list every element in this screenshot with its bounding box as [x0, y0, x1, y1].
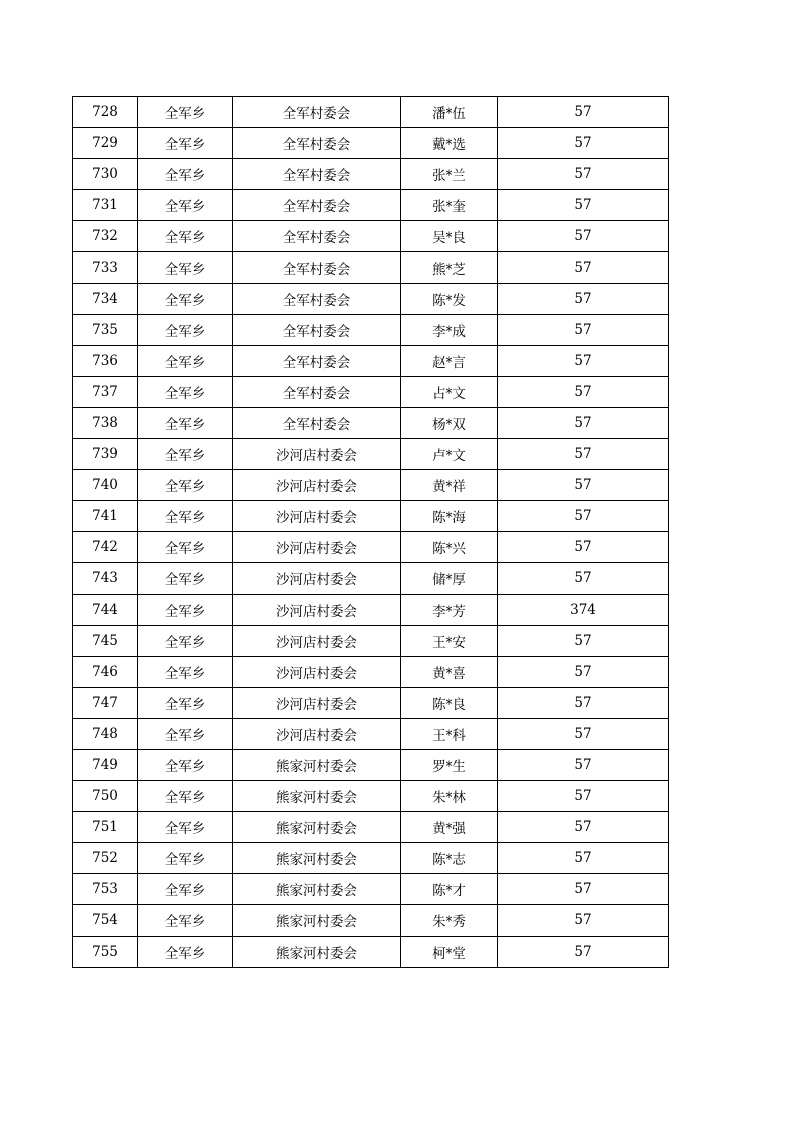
table-row — [73, 905, 669, 936]
row-number-cell: 735 — [73, 314, 138, 345]
township-cell: 全军乡 — [138, 501, 233, 532]
township-cell: 全军乡 — [138, 563, 233, 594]
table-row — [73, 439, 669, 470]
table-row — [73, 874, 669, 905]
village-committee-cell: 全军村委会 — [233, 221, 401, 252]
row-number-cell: 741 — [73, 501, 138, 532]
amount-cell: 57 — [498, 936, 669, 967]
village-committee-cell: 全军村委会 — [233, 128, 401, 159]
village-committee-cell: 沙河店村委会 — [233, 687, 401, 718]
amount-cell: 57 — [498, 159, 669, 190]
person-name-cell: 朱*秀 — [401, 905, 498, 936]
township-cell: 全军乡 — [138, 936, 233, 967]
person-name-cell: 陈*良 — [401, 687, 498, 718]
row-number-cell: 749 — [73, 749, 138, 780]
township-cell: 全军乡 — [138, 128, 233, 159]
amount-cell: 57 — [498, 97, 669, 128]
village-committee-cell: 全军村委会 — [233, 97, 401, 128]
row-number-cell: 751 — [73, 812, 138, 843]
township-cell: 全军乡 — [138, 532, 233, 563]
township-cell: 全军乡 — [138, 718, 233, 749]
person-name-cell: 陈*志 — [401, 843, 498, 874]
person-name-cell: 王*科 — [401, 718, 498, 749]
row-number-cell: 753 — [73, 874, 138, 905]
amount-cell: 57 — [498, 749, 669, 780]
person-name-cell: 卢*文 — [401, 439, 498, 470]
township-cell: 全军乡 — [138, 749, 233, 780]
amount-cell: 57 — [498, 470, 669, 501]
person-name-cell: 罗*生 — [401, 749, 498, 780]
amount-cell: 57 — [498, 314, 669, 345]
amount-cell: 57 — [498, 905, 669, 936]
village-committee-cell: 熊家河村委会 — [233, 781, 401, 812]
table-row — [73, 345, 669, 376]
table-row — [73, 252, 669, 283]
row-number-cell: 747 — [73, 687, 138, 718]
row-number-cell: 750 — [73, 781, 138, 812]
township-cell: 全军乡 — [138, 905, 233, 936]
township-cell: 全军乡 — [138, 345, 233, 376]
township-cell: 全军乡 — [138, 252, 233, 283]
person-name-cell: 陈*海 — [401, 501, 498, 532]
table-row — [73, 843, 669, 874]
amount-cell: 57 — [498, 190, 669, 221]
roster-body — [73, 97, 669, 968]
amount-cell: 57 — [498, 718, 669, 749]
row-number-cell: 739 — [73, 439, 138, 470]
person-name-cell: 潘*伍 — [401, 97, 498, 128]
table-row — [73, 718, 669, 749]
row-number-cell: 755 — [73, 936, 138, 967]
village-committee-cell: 全军村委会 — [233, 407, 401, 438]
village-committee-cell: 沙河店村委会 — [233, 594, 401, 625]
amount-cell: 57 — [498, 563, 669, 594]
person-name-cell: 黄*祥 — [401, 470, 498, 501]
village-committee-cell: 熊家河村委会 — [233, 874, 401, 905]
table-row — [73, 749, 669, 780]
row-number-cell: 742 — [73, 532, 138, 563]
amount-cell: 57 — [498, 532, 669, 563]
row-number-cell: 731 — [73, 190, 138, 221]
village-committee-cell: 沙河店村委会 — [233, 656, 401, 687]
person-name-cell: 黄*强 — [401, 812, 498, 843]
village-committee-cell: 全军村委会 — [233, 190, 401, 221]
table-row — [73, 97, 669, 128]
township-cell: 全军乡 — [138, 159, 233, 190]
row-number-cell: 748 — [73, 718, 138, 749]
township-cell: 全军乡 — [138, 190, 233, 221]
person-name-cell: 陈*发 — [401, 283, 498, 314]
table-row — [73, 812, 669, 843]
person-name-cell: 柯*堂 — [401, 936, 498, 967]
amount-cell: 57 — [498, 687, 669, 718]
township-cell: 全军乡 — [138, 687, 233, 718]
village-committee-cell: 熊家河村委会 — [233, 936, 401, 967]
table-row — [73, 936, 669, 967]
amount-cell: 57 — [498, 221, 669, 252]
person-name-cell: 杨*双 — [401, 407, 498, 438]
amount-cell: 57 — [498, 252, 669, 283]
township-cell: 全军乡 — [138, 97, 233, 128]
village-committee-cell: 沙河店村委会 — [233, 625, 401, 656]
township-cell: 全军乡 — [138, 221, 233, 252]
village-committee-cell: 熊家河村委会 — [233, 905, 401, 936]
village-committee-cell: 熊家河村委会 — [233, 843, 401, 874]
table-row — [73, 470, 669, 501]
table-row — [73, 563, 669, 594]
row-number-cell: 737 — [73, 376, 138, 407]
person-name-cell: 储*厚 — [401, 563, 498, 594]
table-row — [73, 190, 669, 221]
village-committee-cell: 全军村委会 — [233, 345, 401, 376]
amount-cell: 57 — [498, 625, 669, 656]
table-row — [73, 656, 669, 687]
township-cell: 全军乡 — [138, 781, 233, 812]
amount-cell: 57 — [498, 128, 669, 159]
village-committee-cell: 沙河店村委会 — [233, 439, 401, 470]
table-row — [73, 314, 669, 345]
table-row — [73, 781, 669, 812]
village-committee-cell: 沙河店村委会 — [233, 532, 401, 563]
township-cell: 全军乡 — [138, 470, 233, 501]
row-number-cell: 736 — [73, 345, 138, 376]
village-committee-cell: 熊家河村委会 — [233, 812, 401, 843]
amount-cell: 57 — [498, 874, 669, 905]
amount-cell: 57 — [498, 501, 669, 532]
village-committee-cell: 全军村委会 — [233, 252, 401, 283]
row-number-cell: 752 — [73, 843, 138, 874]
village-committee-cell: 沙河店村委会 — [233, 501, 401, 532]
row-number-cell: 740 — [73, 470, 138, 501]
village-committee-cell: 沙河店村委会 — [233, 470, 401, 501]
person-name-cell: 李*芳 — [401, 594, 498, 625]
township-cell: 全军乡 — [138, 283, 233, 314]
amount-cell: 57 — [498, 407, 669, 438]
row-number-cell: 754 — [73, 905, 138, 936]
person-name-cell: 陈*兴 — [401, 532, 498, 563]
table-row — [73, 687, 669, 718]
person-name-cell: 张*兰 — [401, 159, 498, 190]
village-committee-cell: 全军村委会 — [233, 159, 401, 190]
person-name-cell: 李*成 — [401, 314, 498, 345]
person-name-cell: 赵*言 — [401, 345, 498, 376]
village-committee-cell: 沙河店村委会 — [233, 718, 401, 749]
subsidy-roster-table — [72, 96, 669, 968]
township-cell: 全军乡 — [138, 812, 233, 843]
township-cell: 全军乡 — [138, 874, 233, 905]
row-number-cell: 728 — [73, 97, 138, 128]
table-row — [73, 532, 669, 563]
row-number-cell: 734 — [73, 283, 138, 314]
table-row — [73, 159, 669, 190]
village-committee-cell: 熊家河村委会 — [233, 749, 401, 780]
person-name-cell: 朱*林 — [401, 781, 498, 812]
township-cell: 全军乡 — [138, 314, 233, 345]
table-row — [73, 407, 669, 438]
person-name-cell: 黄*喜 — [401, 656, 498, 687]
table-row — [73, 594, 669, 625]
amount-cell: 57 — [498, 656, 669, 687]
township-cell: 全军乡 — [138, 407, 233, 438]
amount-cell: 57 — [498, 439, 669, 470]
amount-cell: 57 — [498, 345, 669, 376]
table-row — [73, 501, 669, 532]
township-cell: 全军乡 — [138, 843, 233, 874]
township-cell: 全军乡 — [138, 656, 233, 687]
amount-cell: 57 — [498, 781, 669, 812]
person-name-cell: 吴*良 — [401, 221, 498, 252]
township-cell: 全军乡 — [138, 594, 233, 625]
township-cell: 全军乡 — [138, 625, 233, 656]
amount-cell: 57 — [498, 843, 669, 874]
row-number-cell: 729 — [73, 128, 138, 159]
person-name-cell: 王*安 — [401, 625, 498, 656]
person-name-cell: 陈*才 — [401, 874, 498, 905]
amount-cell: 57 — [498, 812, 669, 843]
village-committee-cell: 全军村委会 — [233, 376, 401, 407]
amount-cell: 57 — [498, 376, 669, 407]
village-committee-cell: 全军村委会 — [233, 283, 401, 314]
row-number-cell: 732 — [73, 221, 138, 252]
row-number-cell: 743 — [73, 563, 138, 594]
person-name-cell: 戴*选 — [401, 128, 498, 159]
row-number-cell: 733 — [73, 252, 138, 283]
row-number-cell: 746 — [73, 656, 138, 687]
row-number-cell: 744 — [73, 594, 138, 625]
person-name-cell: 张*奎 — [401, 190, 498, 221]
table-row — [73, 283, 669, 314]
amount-cell: 57 — [498, 283, 669, 314]
township-cell: 全军乡 — [138, 376, 233, 407]
table-row — [73, 625, 669, 656]
table-row — [73, 128, 669, 159]
village-committee-cell: 沙河店村委会 — [233, 563, 401, 594]
amount-cell: 374 — [498, 594, 669, 625]
township-cell: 全军乡 — [138, 439, 233, 470]
table-row — [73, 221, 669, 252]
person-name-cell: 占*文 — [401, 376, 498, 407]
row-number-cell: 730 — [73, 159, 138, 190]
village-committee-cell: 全军村委会 — [233, 314, 401, 345]
table-row — [73, 376, 669, 407]
row-number-cell: 745 — [73, 625, 138, 656]
person-name-cell: 熊*芝 — [401, 252, 498, 283]
row-number-cell: 738 — [73, 407, 138, 438]
